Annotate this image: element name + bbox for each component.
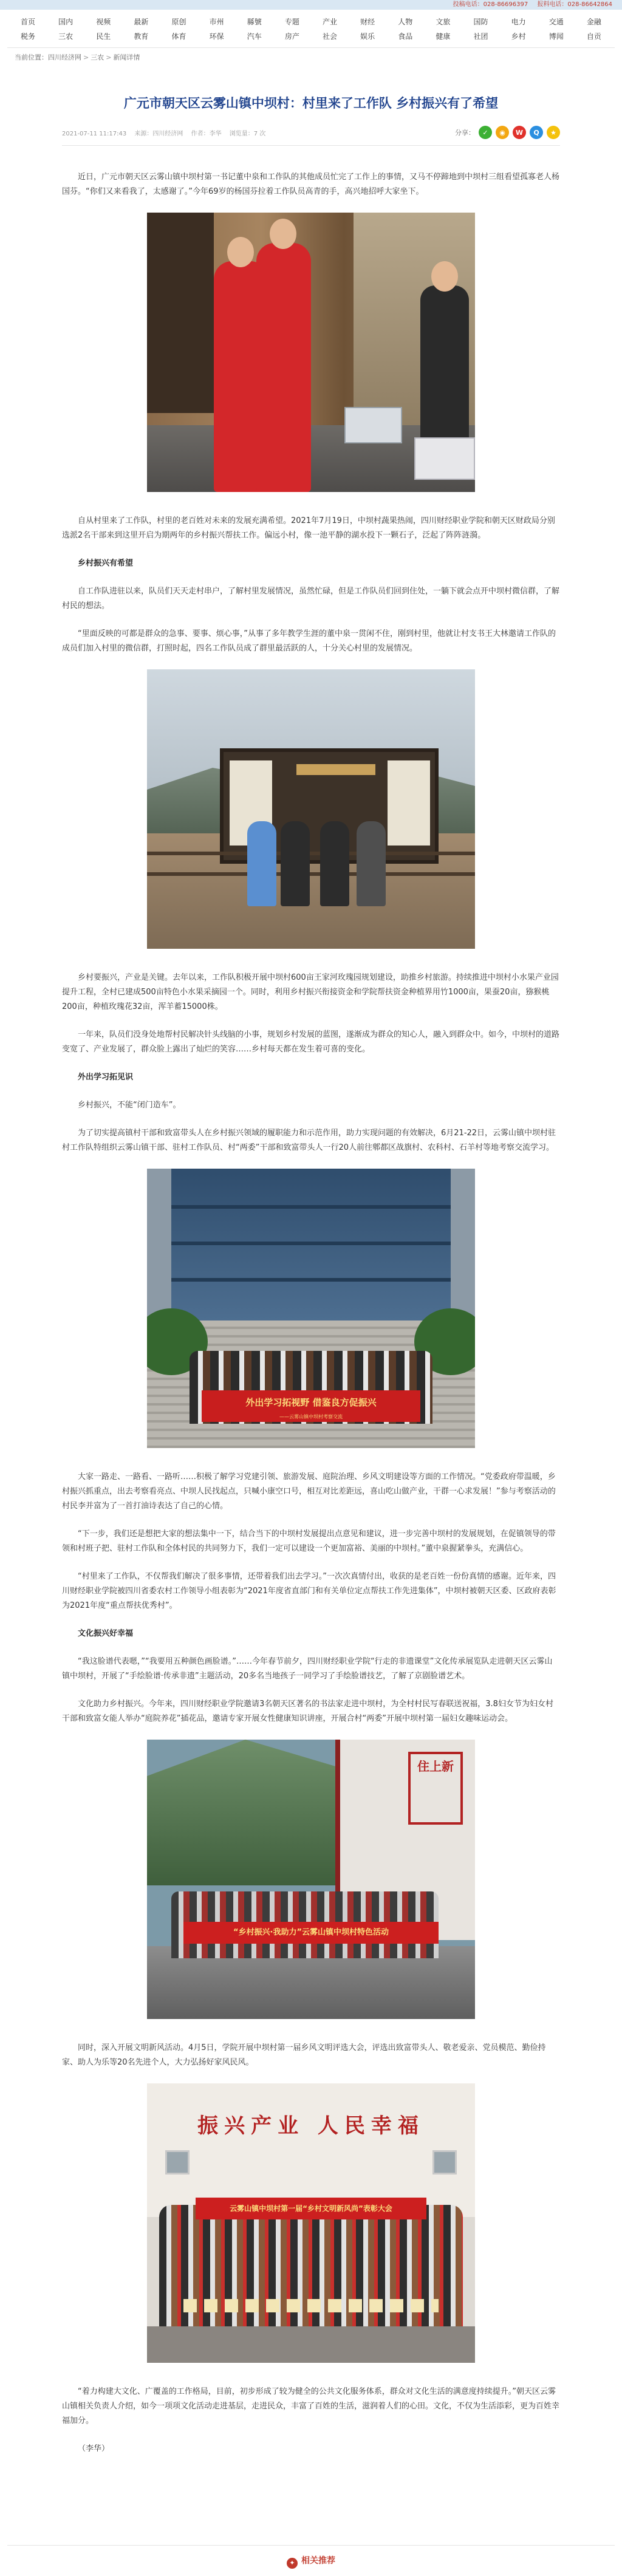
moments-icon[interactable]: ◉ xyxy=(496,126,509,139)
author: 作者：李华 xyxy=(191,130,222,137)
nav-item[interactable]: 最新 xyxy=(134,18,149,26)
paragraph: 文化助力乡村振兴。今年来，四川财经职业学院邀请3名朝天区著名的书法家走进中坝村，为全村村民写春联送祝福，3.8妇女节为妇女村干部和致富女能人举办“庭院养花”插花品，邀请专家开展女性健康知识讲座，开展合村“两委”开展中坝村第一届妇女趣味运动会。 xyxy=(62,1700,553,1723)
paragraph: 近日，广元市朝天区云雾山镇中坝村第一书记董中泉和工作队的其他成员忙完了工作上的事情，又马不停蹄地到中坝村三组看望孤寡老人杨国芬。“你们又来看我了，太感谢了。”今年69岁的杨国芬拉着工作队员高青的手，高兴地招呼大家坐下。 xyxy=(62,173,560,196)
paragraph: “村里来了工作队，不仅帮我们解决了很多事情，还带着我们出去学习。”一次次真情付出，收获的是老百姓一份份真情的感谢。近年来，四川财经职业学院被四川省委农村工作领导小组表彰为“2021年度省直部门和有关单位定点帮扶工作先进集体”，中坝村被朝天区委、区政府表彰为2021年度“重点帮扶优秀村”。 xyxy=(62,1572,556,1610)
source: 来源：四川经济网 xyxy=(134,130,183,137)
nav-item[interactable]: 娱乐 xyxy=(360,32,375,41)
qq-icon[interactable]: Q xyxy=(530,126,543,139)
photo-award-ceremony xyxy=(147,2083,475,2363)
nav-item[interactable]: 博闻 xyxy=(549,32,564,41)
nav-item[interactable]: 税务 xyxy=(20,32,35,41)
article-body xyxy=(62,170,560,2456)
breadcrumb-current: 新闻详情 xyxy=(113,53,140,61)
nav-item[interactable]: 民生 xyxy=(96,32,111,41)
nav-row-2 xyxy=(12,29,610,44)
paragraph: “下一步，我们还是想把大家的想法集中一下，结合当下的中坝村发展提出点意见和建议，进一步完善中坝村的发展规划，在促镇领导的带领和村班子把、驻村工作队和全体村民的共同努力下，我们一定可以建设一个更加富裕、美丽的中坝村。”董中泉握紧拳头，充满信心。 xyxy=(62,1529,556,1553)
main-nav xyxy=(7,10,615,48)
paragraph: 为了切实提高镇村干部和致富带头人在乡村振兴领域的履职能力和示范作用，助力实现问题的有效解决，6月21-22日，云雾山镇中坝村驻村工作队特组织云雾山镇干部、驻村工作队员、村“两委”干部和致富带头人一行20人前往郫都区战旗村、农科村、石羊村等地考察交流学习。 xyxy=(62,1129,556,1152)
nav-item[interactable]: 乡村 xyxy=(511,32,526,41)
related-section xyxy=(7,2545,615,2569)
nav-item[interactable]: 自贡 xyxy=(586,32,601,41)
nav-item[interactable]: 金融 xyxy=(586,18,601,26)
nav-item[interactable]: 健康 xyxy=(436,32,451,41)
nav-item[interactable]: 三农 xyxy=(58,32,73,41)
nav-item[interactable]: 专题 xyxy=(284,18,299,26)
nav-item[interactable]: 文旅 xyxy=(436,18,451,26)
paragraph: 乡村振兴，不能“闭门造车”。 xyxy=(78,1101,181,1110)
nav-item[interactable]: 教育 xyxy=(134,32,149,41)
tip-number: 028-86642864 xyxy=(567,1,612,8)
article-meta xyxy=(62,126,560,146)
paragraph: 乡村要振兴，产业是关键。去年以来，工作队积极开展中坝村600亩王家河玫瑰园规划建设，助推乡村旅游。持续推进中坝村小水果产业园提升工程，全村已建成500亩特色小水果采摘园一个。同时，利用乡村振兴衔接资金和学院帮扶资金种植界用竹1000亩，果蚕20亩，猕猴桃200亩，种植玫瑰花32亩，浑羊蓄15000株。 xyxy=(62,973,559,1011)
hotline-bar xyxy=(0,0,622,10)
nav-item[interactable]: 市州 xyxy=(209,18,224,26)
view-count: 浏览量：7 次 xyxy=(229,130,266,137)
nav-item[interactable]: 人物 xyxy=(398,18,413,26)
paragraph: “里面反映的可都是群众的急事、要事、烦心事，”从事了多年教学生涯的董中泉一贯闲不住，刚到村里，他就让村支书王大林邀请工作队的成员们加入村里的微信群，打照时起，四名工作队员成了群里最活跃的人，十分关心村里的发展情况。 xyxy=(62,629,556,653)
photo-visit-elder xyxy=(147,213,475,492)
wechat-icon[interactable]: ✓ xyxy=(479,126,492,139)
nav-item[interactable]: 交通 xyxy=(549,18,564,26)
wall-slogan: 振兴产业 人民幸福 xyxy=(197,2114,425,2138)
section-heading: 外出学习拓见识 xyxy=(78,1073,134,1082)
study-banner: 外出学习拓视野 借鉴良方促振兴 ——云雾山镇中坝村考察交流 xyxy=(202,1390,420,1422)
nav-item[interactable]: 视频 xyxy=(96,18,111,26)
photo-study-group xyxy=(147,1169,475,1448)
weibo-icon[interactable]: W xyxy=(513,126,526,139)
nav-item[interactable]: 社团 xyxy=(473,32,488,41)
nav-item[interactable]: 原创 xyxy=(171,18,186,26)
share-label: 分享： xyxy=(455,129,475,137)
byline: （李华） xyxy=(78,2444,110,2453)
section-heading: 文化振兴好幸福 xyxy=(78,1629,134,1638)
article xyxy=(7,94,615,2456)
paragraph: 自工作队进驻以来，队员们天天走村串户，了解村里发展情况，虽然忙碌，但是工作队员们回到住处，一躺下就会点开中坝村微信群，了解村民的想法。 xyxy=(62,587,560,610)
event-banner: 云雾山镇中坝村第一届“乡村文明新风尚”表彰大会 xyxy=(196,2198,426,2219)
nav-item[interactable]: 电力 xyxy=(511,18,526,26)
nav-item[interactable]: 汽车 xyxy=(247,32,262,41)
page-title: 广元市朝天区云雾山镇中坝村：村里来了工作队 乡村振兴有了希望 xyxy=(123,96,499,111)
section-heading: 乡村振兴有希望 xyxy=(78,559,134,568)
street-banner: “乡村振兴·我助力”云雾山镇中坝村特色活动 xyxy=(183,1922,439,1944)
breadcrumb-label: 当前位置： xyxy=(15,53,48,61)
hotline-number: 028-86696397 xyxy=(483,1,528,8)
breadcrumb: 当前位置：四川经济网 > 三农 > 新闻详情 xyxy=(15,53,140,61)
nav-item[interactable]: 首页 xyxy=(20,18,35,26)
nav-row-1 xyxy=(12,15,610,29)
paragraph: 自从村里来了工作队，村里的老百姓对未来的发展充满希望。2021年7月19日，中坝村蔬果热闹，四川财经职业学院和朝天区财政局分别选派2名干部来到这里开启为期两年的乡村振兴帮扶工作。偏远小村，像一池平静的湖水投下一颗石子，泛起了阵阵涟漪。 xyxy=(62,516,555,540)
tip-label: 报料电话： xyxy=(537,1,568,8)
share-bar xyxy=(455,126,560,139)
nav-item[interactable]: 体育 xyxy=(171,32,186,41)
breadcrumb-link[interactable]: 三农 xyxy=(91,53,104,61)
nav-item[interactable]: 产业 xyxy=(322,18,337,26)
paragraph: “我这脸谱代表嗯，”“我要用五种颜色画脸谱。”……今年春节前夕，四川财经职业学院“行走的非遗课堂”文化传承展览队走进朝天区云雾山镇中坝村，开展了“手绘脸谱·传承非遗”主题活动，20多名当地孩子一同学习了手绘脸谱技艺，了解了京剧脸谱艺术。 xyxy=(62,1657,553,1681)
nav-item[interactable]: 社会 xyxy=(322,32,337,41)
nav-item[interactable]: 国内 xyxy=(58,18,73,26)
paragraph: 同时，深入开展文明新风活动。4月5日，学院开展中坝村第一届乡风文明评选大会，评选出致富带头人、敬老爱亲、党员模范、勤俭持家、助人为乐等20名先进个人，大力弘扬好家风民风。 xyxy=(62,2043,546,2067)
breadcrumb-link[interactable]: 四川经济网 xyxy=(48,53,81,61)
nav-item[interactable]: 食品 xyxy=(398,32,413,41)
paragraph: “着力构建大文化、广覆盖的工作格局，目前，初步形成了较为健全的公共文化服务体系，群众对文化生活的满意度持续提升。”朝天区云雾山镇相关负责人介绍，如今一项项文化活动走进基层，走进民众，丰富了百姓的生活，滋润着人们的心田。文化，不仅为生活添彩，更为百姓幸福加分。 xyxy=(62,2387,560,2425)
nav-item[interactable]: 縣號 xyxy=(247,18,262,26)
photo-street-event xyxy=(147,1740,475,2019)
paragraph: 一年来，队员们没身处地帮村民解决针头线脑的小事，规划乡村发展的蓝图，遂渐成为群众的知心人，融入到群众中。如今，中坝村的道路变宽了、产业发展了，群众脸上露出了灿烂的笑容……乡村每天都在发生着可喜的变化。 xyxy=(62,1030,560,1054)
related-title[interactable]: 相关推荐 xyxy=(301,2556,335,2566)
nav-item[interactable]: 房产 xyxy=(284,32,299,41)
street-sign: 住上新 xyxy=(408,1752,463,1825)
publish-time: 2021-07-11 11:17:43 xyxy=(62,130,127,137)
nav-item[interactable]: 财经 xyxy=(360,18,375,26)
hotline-label: 投稿电话： xyxy=(453,1,484,8)
nav-item[interactable]: 环保 xyxy=(209,32,224,41)
nav-item[interactable]: 国防 xyxy=(473,18,488,26)
photo-farm-signboard xyxy=(147,669,475,949)
paragraph: 大家一路走、一路看、一路听……积极了解学习党建引领、旅游发展、庭院治理、乡风文明建设等方面的工作情况。“党委政府带温暖，乡村振兴抓重点，出去考察看亮点、中坝人民找起点，只喊小康空口号，相互对比差距远，喜山吃山做产业，干群一心求发展！”参与考察活动的村民李并富为了一首打油诗表达了自己的心情。 xyxy=(62,1472,556,1511)
qzone-icon[interactable]: ★ xyxy=(547,126,560,139)
related-icon: ✦ xyxy=(287,2558,298,2569)
